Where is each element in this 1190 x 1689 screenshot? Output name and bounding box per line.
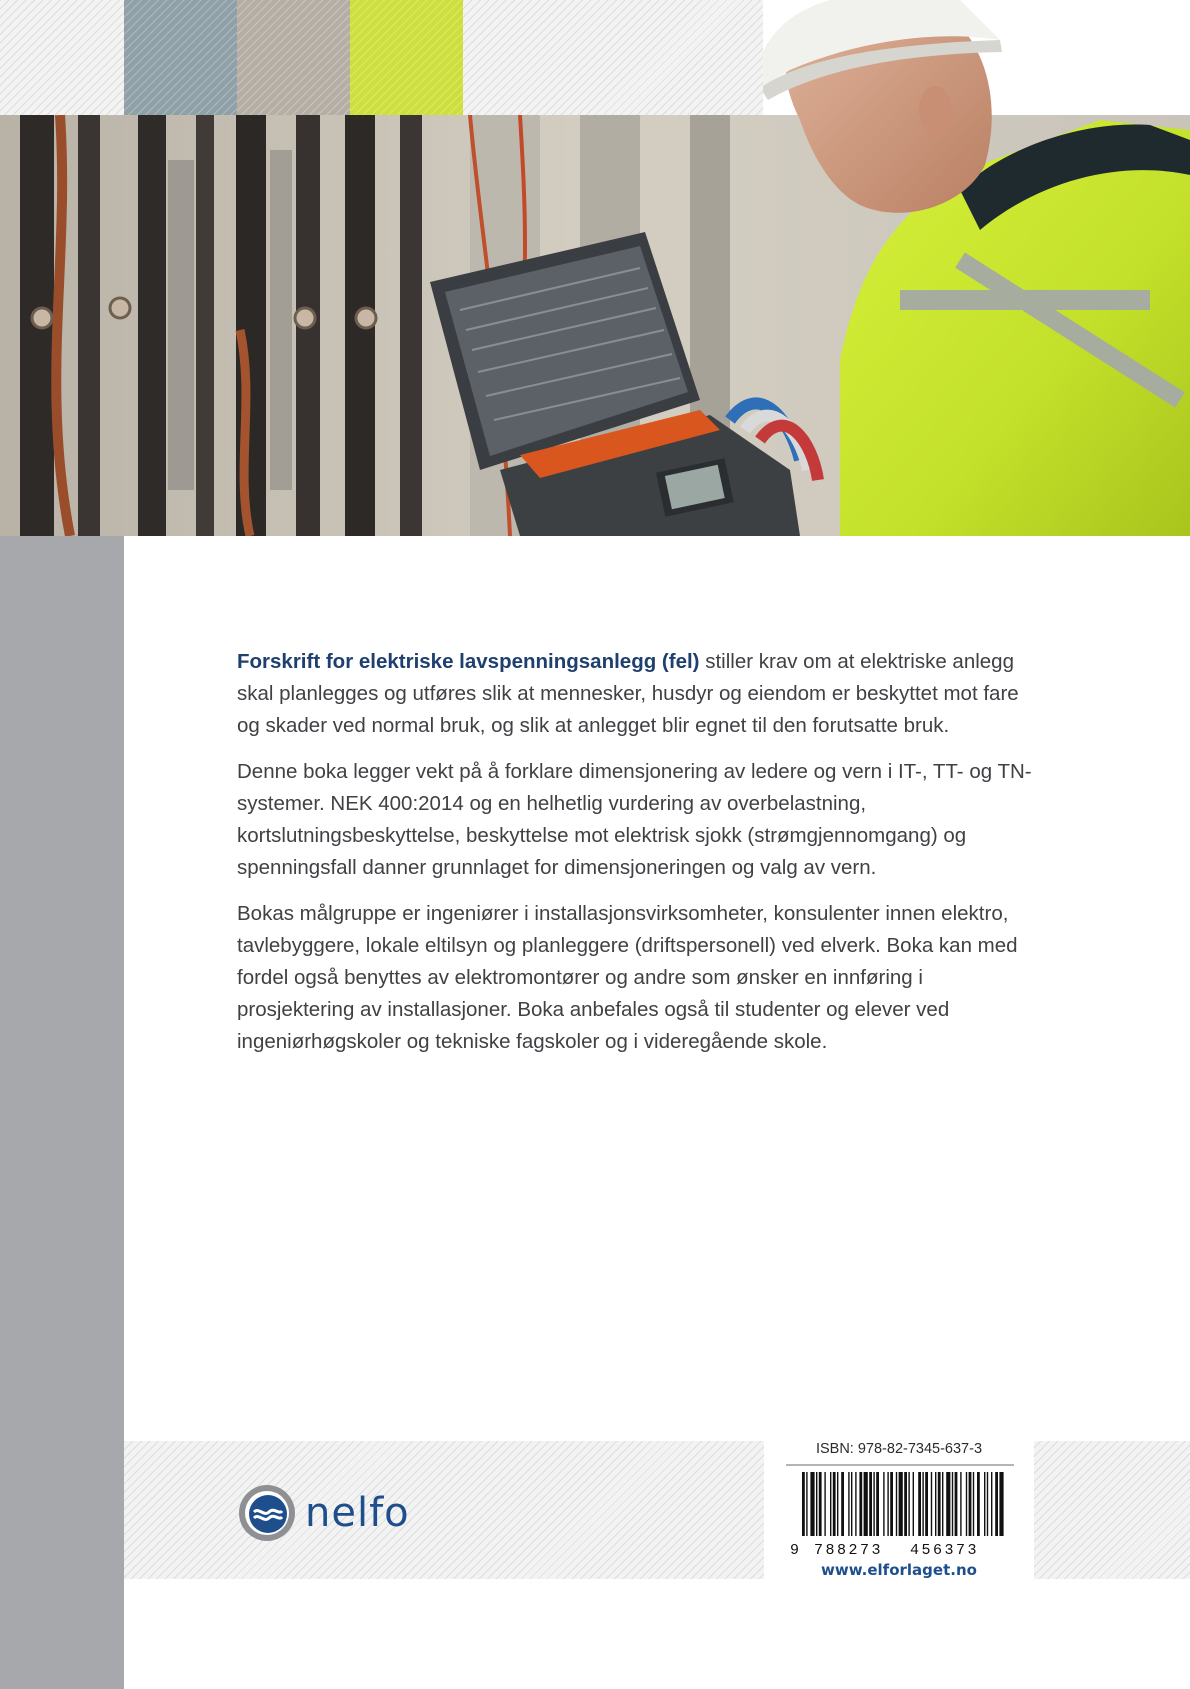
barcode-bar <box>873 1472 874 1536</box>
barcode-bar <box>946 1472 950 1536</box>
barcode-bar <box>802 1472 805 1536</box>
barcode-bar <box>938 1472 941 1536</box>
blurb-paragraph-2: Denne boka legger vekt på å forklare dimensjonering av ledere og vern i IT-, TT- og TN-systemer. NEK 400:2014 og en helhetlig vurdering av overbelastning, kortslutningsbeskyttelse, beskyttelse mot elektrisk sjokk (strømgjennomgang) og spenningsfall danner grunnlaget for dimensjoneringen og valg av vern. <box>237 760 1032 879</box>
nelfo-logo-mark-icon <box>237 1483 297 1543</box>
barcode-bar <box>955 1472 958 1536</box>
barcode-bar <box>816 1472 817 1536</box>
barcode-bar <box>876 1472 879 1536</box>
barcode-bar <box>999 1472 1003 1536</box>
nelfo-logo <box>237 1482 437 1544</box>
barcode-bar <box>925 1472 928 1536</box>
barcode-bar <box>883 1472 884 1536</box>
hatch-right <box>463 0 763 115</box>
barcode-bar <box>904 1472 907 1536</box>
hatch-left <box>0 0 124 115</box>
barcode-bar <box>913 1472 914 1536</box>
barcode-bar <box>952 1472 953 1536</box>
isbn-label: ISBN: 978-82-7345-637-3 <box>815 1441 983 1457</box>
barcode-icon <box>786 1464 1014 1556</box>
barcode-bar <box>973 1472 974 1536</box>
barcode-bar <box>869 1472 872 1536</box>
barcode-bar <box>841 1472 844 1536</box>
color-swatch-grey-blue <box>124 0 237 115</box>
barcode-bar <box>984 1472 985 1536</box>
barcode-bar <box>991 1472 992 1536</box>
barcode-bar <box>848 1472 849 1536</box>
barcode-bar <box>942 1472 943 1536</box>
barcode-bar <box>890 1472 893 1536</box>
barcode-bar <box>935 1472 936 1536</box>
color-swatch-lime <box>350 0 463 115</box>
barcode-bar <box>830 1472 831 1536</box>
color-swatch-taupe <box>237 0 350 115</box>
barcode-bar <box>806 1472 807 1536</box>
blurb-lead-rest: stiller krav om at elektriske anlegg skal planlegges og utføres slik at mennesker, husdyr og eiendom er beskyttet mot fare og skader ved normal bruk, og slik at anlegget blir egnet til den forutsatte bruk. <box>237 650 1019 737</box>
barcode-bar <box>864 1472 868 1536</box>
barcode-digit-prefix: 9 <box>790 1542 800 1556</box>
barcode-bar <box>922 1472 923 1536</box>
left-side-strip <box>0 536 124 1689</box>
barcode-bar <box>899 1472 903 1536</box>
barcode-bar <box>819 1472 822 1536</box>
barcode-bar <box>837 1472 838 1536</box>
barcode-bar <box>931 1472 932 1536</box>
barcode-bar <box>960 1472 961 1536</box>
barcode-bar <box>987 1472 988 1536</box>
blurb-paragraph-1 <box>237 646 1037 742</box>
barcode-bar <box>824 1472 825 1536</box>
barcode-bar <box>855 1472 856 1536</box>
barcode-bar <box>859 1472 862 1536</box>
barcode-bar <box>810 1472 814 1536</box>
barcode-bar <box>966 1472 967 1536</box>
back-cover-blurb <box>237 646 1037 1072</box>
barcode-digits-right: 456373 <box>910 1542 980 1556</box>
barcode-bar <box>833 1472 836 1536</box>
barcode-bar <box>969 1472 972 1536</box>
barcode-bar <box>908 1472 909 1536</box>
publisher-url-link[interactable]: www.elforlaget.no <box>821 1561 977 1579</box>
barcode-bar <box>851 1472 852 1536</box>
barcode-bar <box>977 1472 980 1536</box>
nelfo-wordmark: nelfo <box>305 1490 410 1536</box>
barcode-digits-left: 788273 <box>814 1542 884 1556</box>
blurb-lead-bold: Forskrift for elektriske lavspenningsanlegg (fel) <box>237 650 700 673</box>
blurb-paragraph-3: Bokas målgruppe er ingeniører i installasjonsvirksomheter, konsulenter innen elektro, tavlebyggere, lokale eltilsyn og planleggere (driftspersonell) ved elverk. Boka kan med fordel også benyttes av elektromontører og andre som ønsker en innføring i prosjektering av installasjoner. Boka anbefales også til studenter og elever ved ingeniørhøgskoler og tekniske fagskoler og i videregående skole. <box>237 902 1018 1053</box>
barcode-bar <box>995 1472 998 1536</box>
top-pattern-band <box>0 0 1190 115</box>
barcode-bar <box>918 1472 921 1536</box>
barcode-bar <box>896 1472 897 1536</box>
barcode-bar <box>887 1472 888 1536</box>
